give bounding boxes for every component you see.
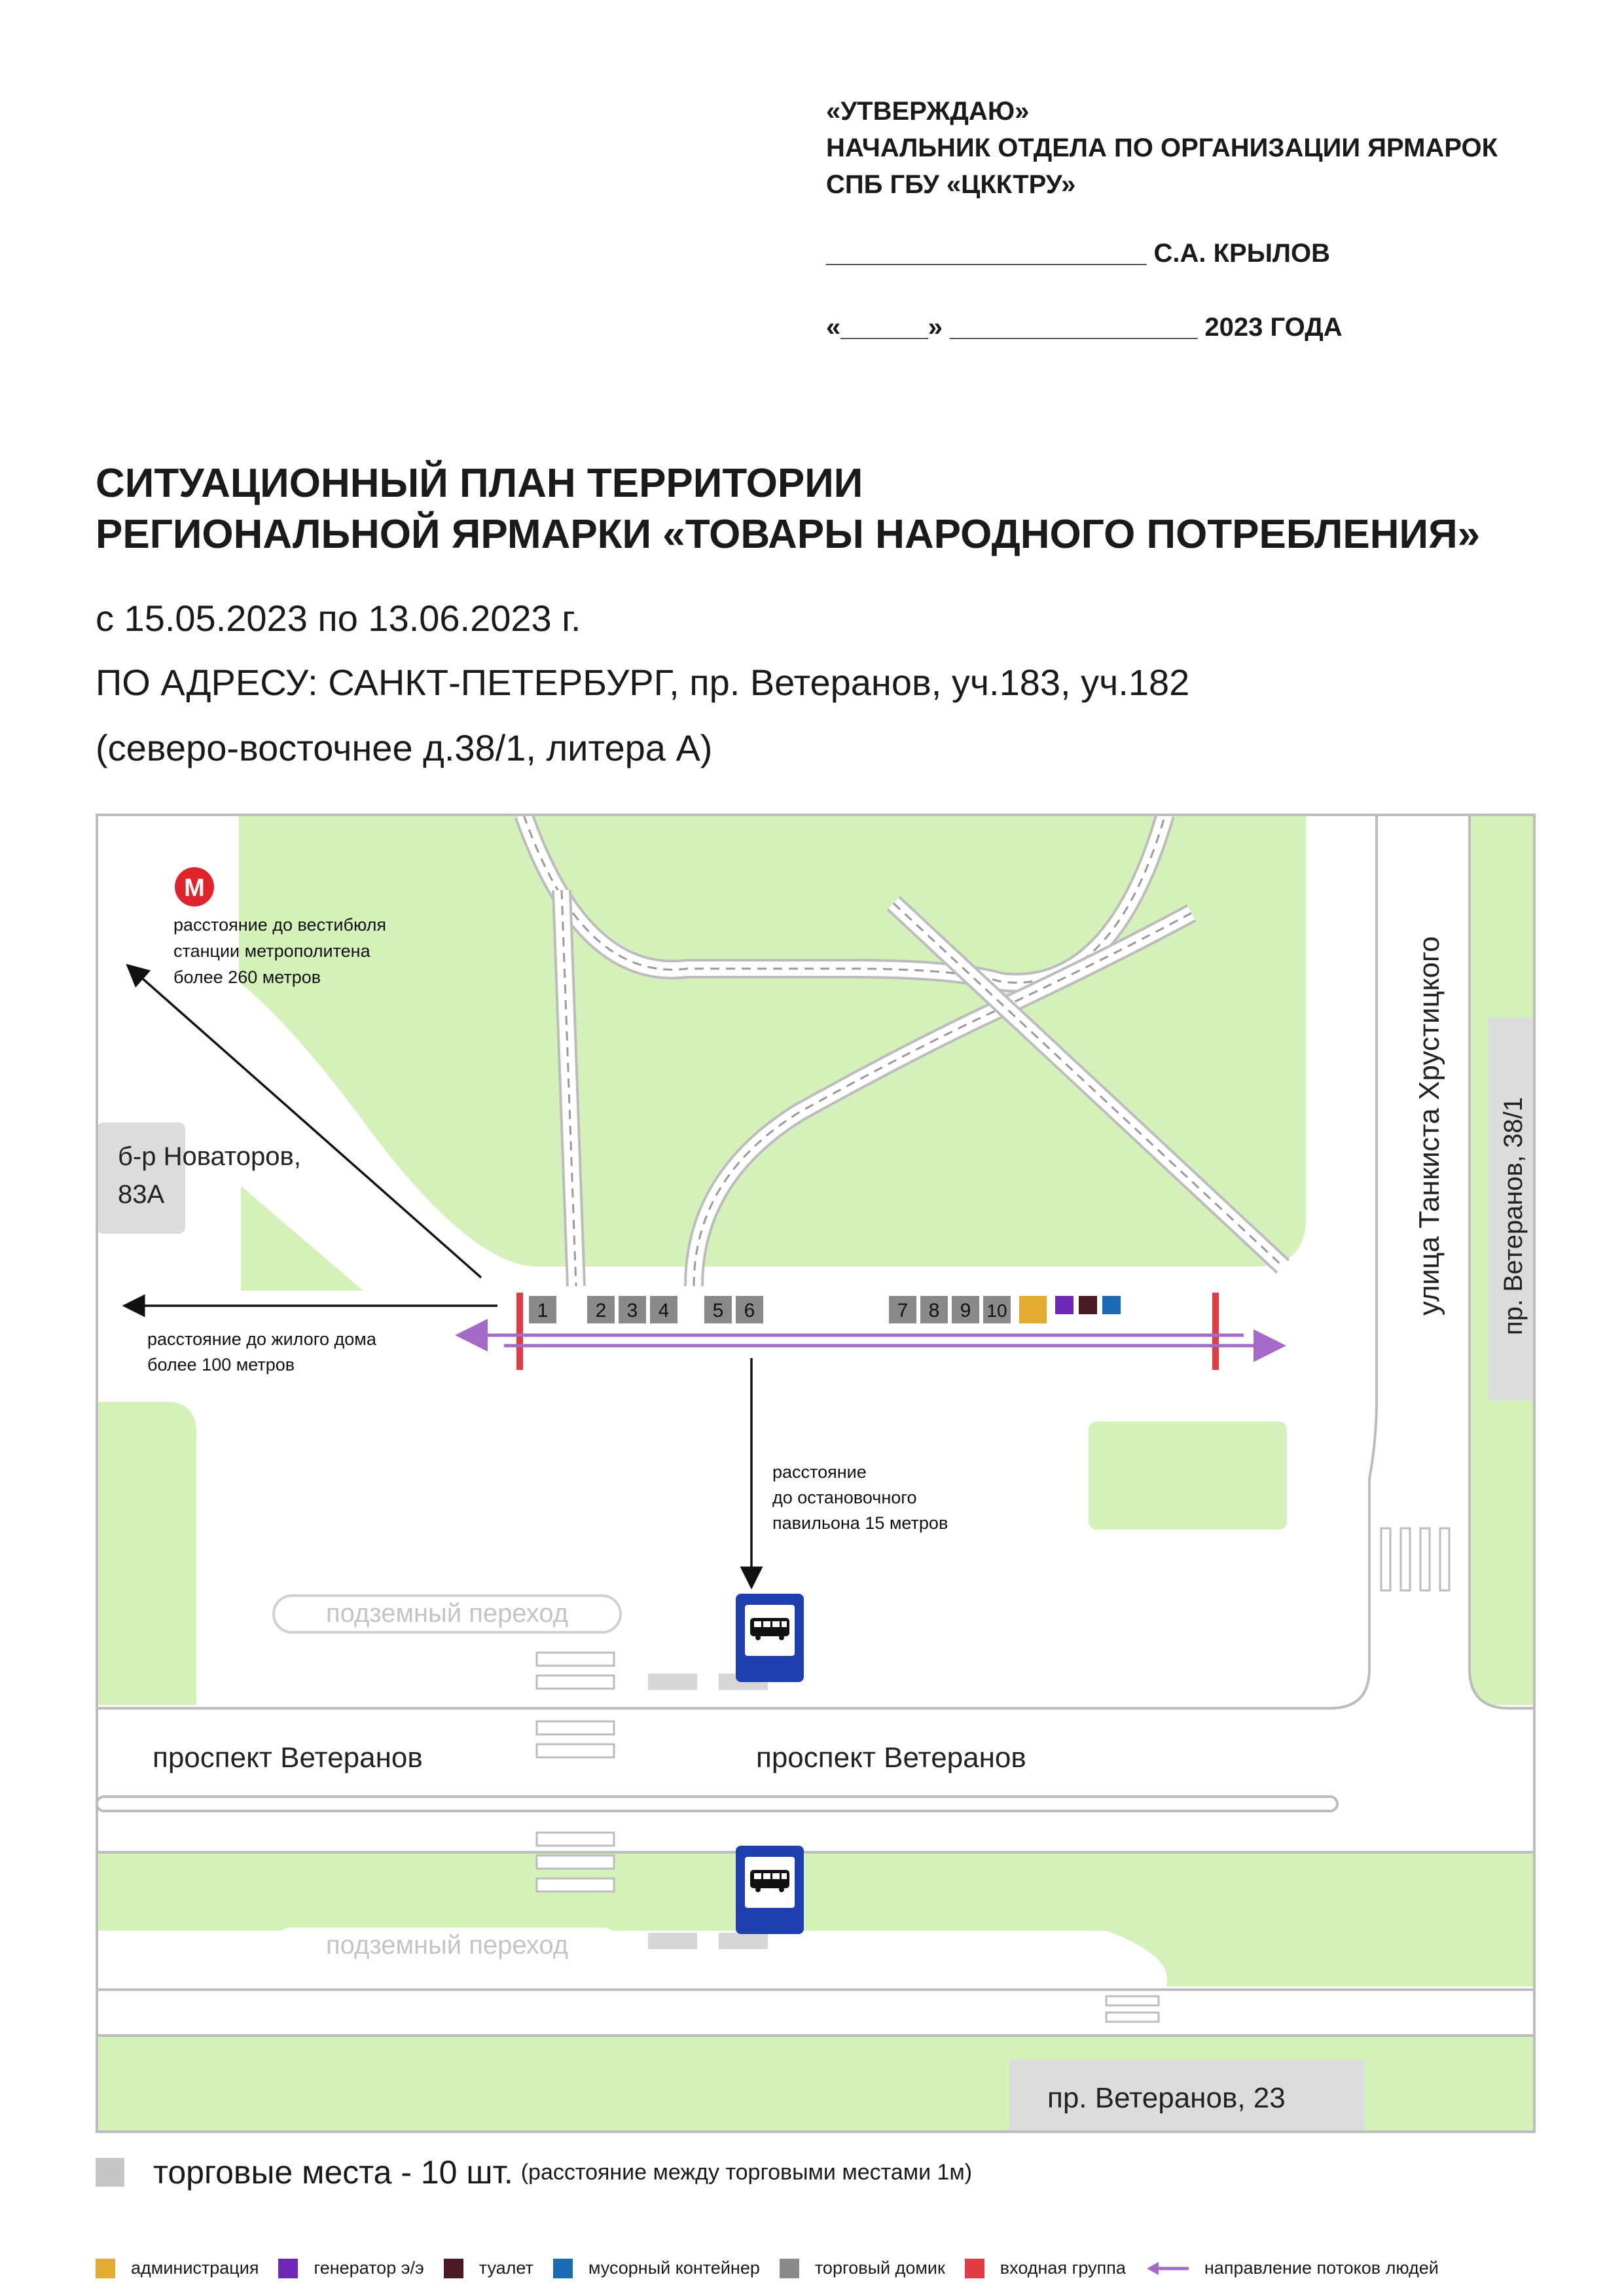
stall-4-label: 4 (658, 1300, 670, 1321)
underpass-top (274, 1596, 621, 1632)
legend-swatch-entrance (965, 2259, 984, 2278)
bus-stop-bottom (736, 1846, 804, 1934)
generator-block (1055, 1296, 1074, 1314)
signature-line: ______________________ С.А. КРЫЛОВ (826, 239, 1330, 268)
legend-item-entrance (965, 2258, 1126, 2278)
stall-3-label: 3 (626, 1300, 638, 1321)
toilet-block (1079, 1296, 1097, 1314)
stall-8 (920, 1296, 948, 1323)
stall-5 (704, 1296, 732, 1323)
stall-5-label: 5 (712, 1300, 724, 1321)
green-left (97, 1402, 196, 1705)
stall-8-label: 8 (928, 1300, 940, 1321)
underpass-top-label: подземный переход (325, 1599, 569, 1628)
title-line-2: РЕГИОНАЛЬНОЙ ЯРМАРКИ «ТОВАРЫ НАРОДНОГО ПОТРЕБЛЕНИЯ» (96, 512, 1481, 557)
flow-arrow-icon (1146, 2259, 1191, 2278)
building-novatorov (97, 1122, 185, 1234)
street-label-left: проспект Ветеранов (153, 1742, 423, 1774)
legend-label-entrance: входная группа (1000, 2258, 1126, 2278)
stall-10 (983, 1296, 1011, 1323)
novatorov-line-1: б-р Новаторов, (118, 1142, 301, 1171)
metro-note-3: более 260 метров (173, 967, 321, 987)
administration-block (1019, 1296, 1047, 1323)
period: с 15.05.2023 по 13.06.2023 г. (96, 598, 581, 639)
approval-line-2: НАЧАЛЬНИК ОТДЕЛА ПО ОРГАНИЗАЦИИ ЯРМАРОК (826, 134, 1498, 162)
stall-7 (889, 1296, 916, 1323)
approval-line-3: СПБ ГБУ «ЦККТРУ» (826, 170, 1076, 199)
legend-item-administration (96, 2258, 259, 2278)
building-23-label: пр. Ветеранов, 23 (1047, 2082, 1286, 2114)
address: ПО АДРЕСУ: САНКТ-ПЕТЕРБУРГ, пр. Ветеранов, уч.183, уч.182 (96, 662, 1190, 703)
metro-marker (175, 867, 214, 906)
novatorov-line-2: 83А (118, 1180, 165, 1209)
legend-stall-swatch (96, 2158, 124, 2187)
legend-swatch-generator (278, 2259, 298, 2278)
stall-1 (529, 1296, 556, 1323)
bus-stop-top (736, 1594, 804, 1682)
title-line-1: СИТУАЦИОННЫЙ ПЛАН ТЕРРИТОРИИ (96, 461, 863, 506)
median (97, 1797, 1337, 1811)
entrance-left (516, 1293, 523, 1370)
legend-item-flow (1146, 2258, 1439, 2278)
residential-note-1: расстояние до жилого дома (147, 1329, 376, 1349)
legend-label-container: мусорный контейнер (588, 2258, 760, 2278)
stall-1-label: 1 (537, 1300, 549, 1321)
legend-main-label: торговые места - 10 шт. (153, 2154, 513, 2191)
bottom-road (97, 1990, 1534, 2036)
address-note: (северо-восточнее д.38/1, литера А) (96, 727, 713, 768)
legend (96, 2258, 1458, 2278)
stall-6 (736, 1296, 763, 1323)
green-square (1089, 1422, 1287, 1530)
underpass-bottom-label: подземный переход (325, 1931, 569, 1960)
legend-label-stall: торговый домик (814, 2258, 945, 2278)
residential-note-2: более 100 метров (147, 1355, 295, 1374)
approval-line-1: «УТВЕРЖДАЮ» (826, 97, 1030, 126)
container-block (1102, 1296, 1121, 1314)
street-label-right: проспект Ветеранов (756, 1742, 1026, 1774)
building-38-1-label: пр. Ветеранов, 38/1 (1499, 1096, 1528, 1335)
lower-path (97, 1931, 1167, 1990)
stall-2-label: 2 (595, 1300, 607, 1321)
street-label-vertical: улица Танкиста Хрустицкого (1413, 936, 1445, 1316)
bus-note-3: павильона 15 метров (772, 1513, 948, 1533)
approval-date: «______» _________________ 2023 ГОДА (826, 313, 1343, 342)
legend-swatch-container (553, 2259, 573, 2278)
metro-note-1: расстояние до вестибюля (173, 915, 387, 935)
legend-label-flow: направление потоков людей (1204, 2258, 1439, 2278)
stall-9-label: 9 (960, 1300, 971, 1321)
legend-item-generator (278, 2258, 424, 2278)
stall-9 (952, 1296, 979, 1323)
legend-label-generator: генератор э/э (314, 2258, 424, 2278)
stall-6-label: 6 (744, 1300, 755, 1321)
legend-main-note: (расстояние между торговыми местами 1м) (520, 2159, 973, 2185)
legend-swatch-stall (780, 2259, 799, 2278)
legend-stalls (96, 2153, 972, 2191)
legend-label-toilet: туалет (478, 2258, 533, 2278)
legend-item-toilet (444, 2258, 533, 2278)
metro-letter: М (184, 874, 205, 902)
stall-4 (650, 1296, 677, 1323)
bus-note-1: расстояние (772, 1462, 867, 1482)
stall-10-label: 10 (986, 1300, 1007, 1321)
legend-swatch-administration (96, 2259, 115, 2278)
underpass-bottom (274, 1928, 621, 1964)
legend-item-container (553, 2258, 760, 2278)
metro-note-2: станции метрополитена (173, 941, 370, 961)
legend-swatch-toilet (444, 2259, 463, 2278)
bus-note-2: до остановочного (772, 1488, 917, 1507)
stall-7-label: 7 (897, 1300, 909, 1321)
stall-3 (619, 1296, 646, 1323)
legend-label-administration: администрация (131, 2258, 259, 2278)
legend-item-stall (780, 2258, 945, 2278)
stall-2 (587, 1296, 615, 1323)
entrance-right (1212, 1293, 1219, 1370)
